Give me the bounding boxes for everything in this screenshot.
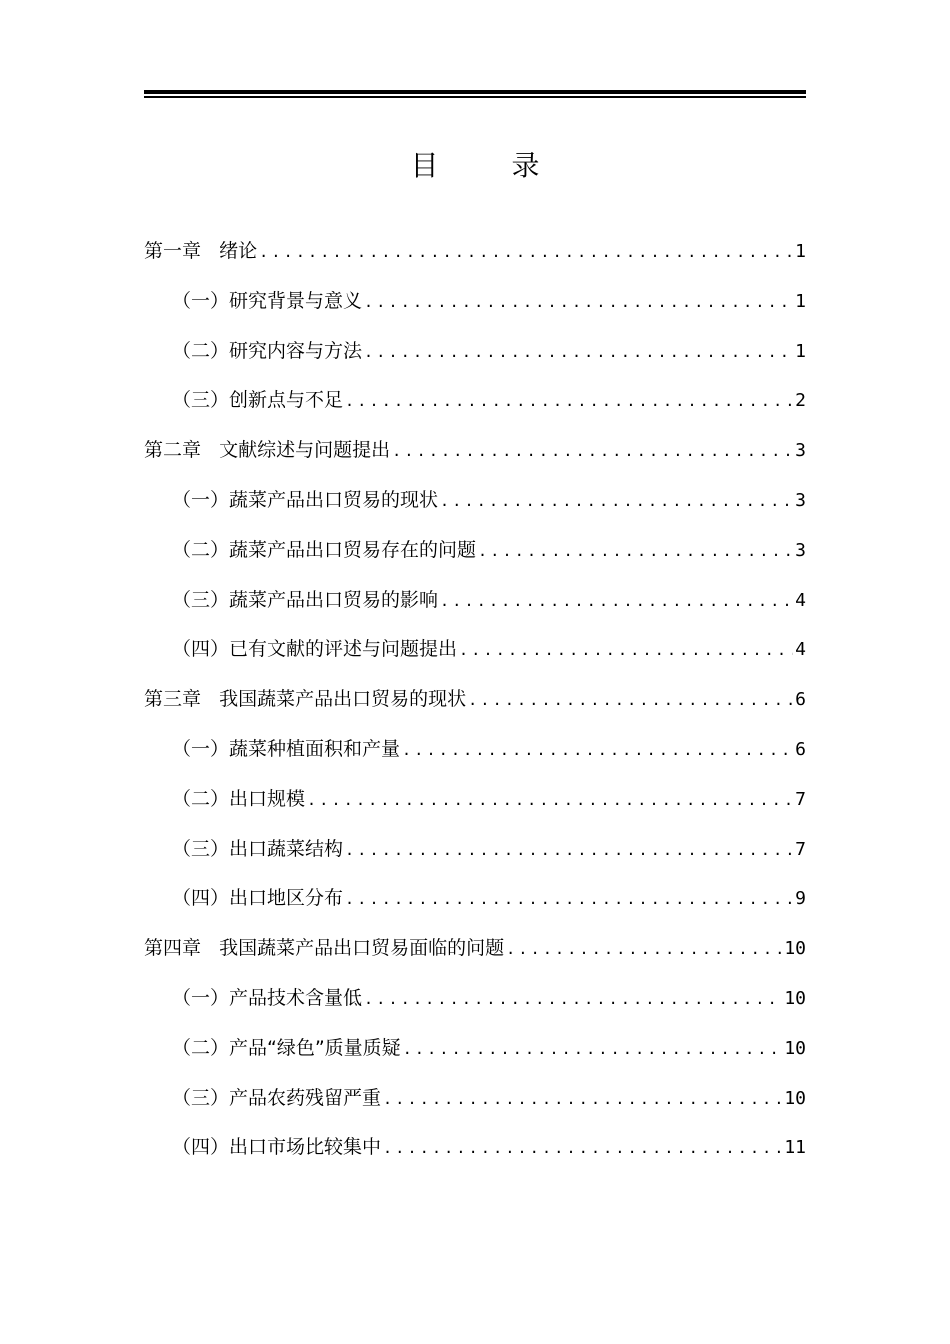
- toc-entry-section[interactable]: [144, 878, 806, 928]
- toc-entry-label: （三）产品农药残留严重: [172, 1086, 382, 1109]
- toc-leader-dots: [383, 1128, 782, 1168]
- toc-list: [144, 231, 806, 1177]
- toc-entry-label: （一）产品技术含量低: [172, 986, 363, 1009]
- toc-entry-label: 第一章 绪论: [144, 240, 258, 262]
- toc-entry-label: （三）创新点与不足: [172, 389, 344, 412]
- toc-entry-page: 10: [784, 987, 806, 1009]
- toc-entry-label: （一）蔬菜种植面积和产量: [172, 737, 401, 760]
- toc-entry-page: 10: [784, 938, 806, 960]
- header-rule-thick: [144, 90, 806, 94]
- toc-entry-section[interactable]: [144, 1028, 806, 1078]
- toc-entry-chapter-3[interactable]: [144, 679, 806, 729]
- toc-entry-label: （四）已有文献的评述与问题提出: [172, 638, 458, 661]
- toc-entry-section[interactable]: [144, 1078, 806, 1128]
- toc-leader-dots: [259, 232, 793, 272]
- toc-entry-section[interactable]: [144, 331, 806, 381]
- toc-entry-label: （一）蔬菜产品出口贸易的现状: [172, 488, 439, 511]
- toc-leader-dots: [506, 929, 782, 969]
- toc-entry-label: （二）研究内容与方法: [172, 339, 363, 362]
- toc-leader-dots: [364, 282, 793, 322]
- toc-leader-dots: [383, 1079, 782, 1119]
- toc-entry-label: （三）出口蔬菜结构: [172, 837, 344, 860]
- toc-entry-page: 7: [795, 838, 806, 860]
- toc-entry-section[interactable]: [144, 629, 806, 679]
- toc-entry-section[interactable]: [144, 978, 806, 1028]
- toc-leader-dots: [403, 1029, 783, 1069]
- toc-leader-dots: [478, 531, 793, 571]
- toc-leader-dots: [364, 332, 793, 372]
- toc-entry-label: （三）蔬菜产品出口贸易的影响: [172, 588, 439, 611]
- toc-entry-page: 11: [784, 1137, 806, 1159]
- toc-entry-page: 1: [795, 340, 806, 362]
- toc-leader-dots: [392, 431, 793, 471]
- toc-entry-page: 10: [784, 1087, 806, 1109]
- toc-entry-label: （二）蔬菜产品出口贸易存在的问题: [172, 538, 477, 561]
- toc-leader-dots: [307, 780, 793, 820]
- toc-title: 目 录: [410, 149, 572, 182]
- toc-leader-dots: [345, 879, 793, 919]
- toc-entry-label: （四）出口地区分布: [172, 887, 344, 910]
- toc-entry-label: （一）研究背景与意义: [172, 289, 363, 312]
- header-rule-thin: [144, 96, 806, 98]
- toc-entry-label: （二）产品“绿色”质量质疑: [172, 1036, 401, 1059]
- toc-entry-section[interactable]: [144, 480, 806, 530]
- toc-leader-dots: [440, 581, 793, 621]
- toc-entry-section[interactable]: [144, 380, 806, 430]
- toc-entry-label: 第四章 我国蔬菜产品出口贸易面临的问题: [144, 937, 505, 960]
- toc-entry-chapter-2[interactable]: [144, 430, 806, 480]
- toc-leader-dots: [402, 730, 793, 770]
- toc-entry-label: 第二章 文献综述与问题提出: [144, 439, 391, 462]
- toc-entry-chapter-4[interactable]: [144, 928, 806, 978]
- toc-entry-section[interactable]: [144, 281, 806, 331]
- toc-leader-dots: [468, 680, 793, 720]
- toc-entry-page: 1: [795, 290, 806, 312]
- toc-entry-page: 4: [795, 639, 806, 661]
- toc-entry-page: 6: [795, 738, 806, 760]
- toc-leader-dots: [440, 481, 793, 521]
- toc-entry-page: 10: [784, 1037, 806, 1059]
- toc-leader-dots: [459, 630, 793, 670]
- toc-entry-page: 3: [795, 489, 806, 511]
- toc-entry-page: 1: [795, 241, 806, 262]
- toc-entry-section[interactable]: [144, 829, 806, 879]
- toc-entry-page: 6: [795, 689, 806, 711]
- toc-entry-label: （二）出口规模: [172, 787, 306, 810]
- toc-entry-section[interactable]: [144, 530, 806, 580]
- toc-leader-dots: [364, 979, 782, 1019]
- toc-entry-section[interactable]: [144, 580, 806, 630]
- toc-entry-section[interactable]: [144, 779, 806, 829]
- toc-entry-page: 2: [795, 390, 806, 412]
- toc-entry-label: 第三章 我国蔬菜产品出口贸易的现状: [144, 688, 467, 711]
- toc-entry-page: 3: [795, 539, 806, 561]
- toc-entry-chapter-1[interactable]: [144, 231, 806, 281]
- toc-entry-section[interactable]: [144, 1127, 806, 1177]
- toc-leader-dots: [345, 381, 793, 421]
- toc-entry-page: 7: [795, 788, 806, 810]
- toc-entry-page: 9: [795, 888, 806, 910]
- toc-entry-label: （四）出口市场比较集中: [172, 1136, 382, 1159]
- toc-entry-page: 4: [795, 589, 806, 611]
- toc-entry-section[interactable]: [144, 729, 806, 779]
- toc-entry-page: 3: [795, 440, 806, 462]
- toc-leader-dots: [345, 830, 793, 870]
